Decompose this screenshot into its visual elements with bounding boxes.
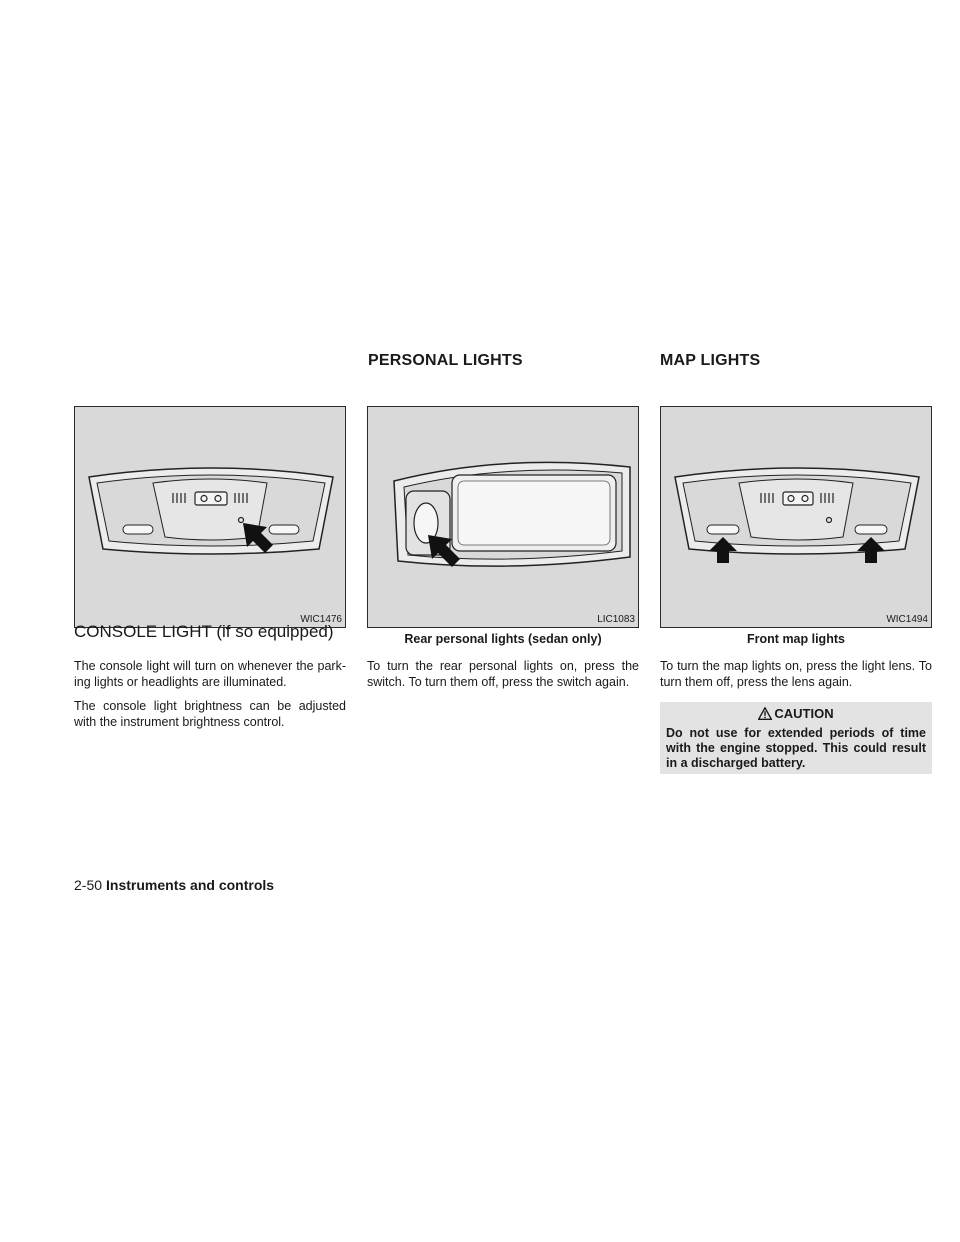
chapter-title: Instruments and controls — [106, 877, 275, 893]
console-paragraph-2: The console light brightness can be adjusted with the instrument brightness control. — [74, 699, 346, 729]
personal-lights-figure — [367, 406, 639, 628]
caution-text: Do not use for extended periods of time with the engine stopped. This could result in a discharged battery. — [666, 726, 926, 770]
map-lights-paragraph: To turn the map lights on, press the light lens. To turn them off, press the lens again. — [660, 659, 932, 689]
personal-lights-paragraph: To turn the rear personal lights on, press the switch. To turn them off, press the switch again. — [367, 659, 639, 689]
map-lights-caption: Front map lights — [747, 632, 845, 646]
console-light-title: CONSOLE LIGHT (if so equipped) — [74, 622, 334, 641]
personal-lights-illustration — [368, 407, 640, 629]
personal-lights-heading: PERSONAL LIGHTS — [368, 352, 523, 369]
console-paragraph-1: The console light will turn on whenever the park-ing lights or headlights are illuminated. — [74, 659, 346, 689]
console-light-figure — [74, 406, 346, 628]
page-footer — [74, 877, 274, 893]
caution-header — [660, 706, 932, 721]
console-light-illustration — [75, 407, 347, 629]
map-lights-figure — [660, 406, 932, 628]
figure-id: WIC1494 — [886, 614, 928, 625]
figure-id: LIC1083 — [597, 614, 635, 625]
caution-label: CAUTION — [774, 706, 834, 721]
figure-id: WIC1476 — [300, 614, 342, 625]
warning-icon — [758, 707, 772, 720]
page-number: 2-50 — [74, 877, 103, 893]
map-lights-illustration — [661, 407, 933, 629]
map-lights-heading: MAP LIGHTS — [660, 352, 761, 369]
caution-box — [660, 702, 932, 774]
personal-lights-caption: Rear personal lights (sedan only) — [404, 632, 602, 646]
